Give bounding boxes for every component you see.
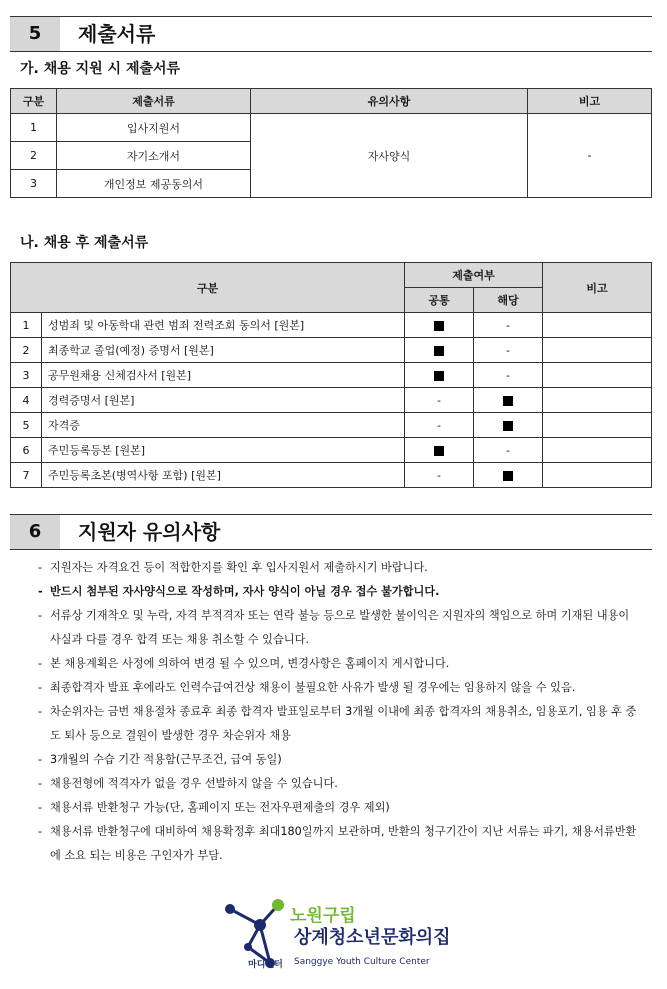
table-cell-common: - xyxy=(405,463,474,488)
table-cell-common: - xyxy=(405,413,474,438)
th-common: 공통 xyxy=(405,288,474,313)
list-item: - 차순위자는 금번 채용절차 종료후 최종 합격자 발표일로부터 3개월 이내에 최종 합격자의 채용취소, 임용포기, 임용 후 중도 퇴사 등으로 결원이 발생한 경우 차순위자 채용 xyxy=(38,700,638,748)
table-cell-no: 5 xyxy=(11,413,42,438)
logo-name: 상계청소년문화의집 xyxy=(294,927,451,948)
check-square-icon xyxy=(434,371,444,381)
table-cell-remark: - xyxy=(528,114,652,198)
table-post-hire-docs xyxy=(10,262,652,488)
subheading-b: 나. 채용 후 제출서류 xyxy=(20,235,149,251)
table-cell-note: 자사양식 xyxy=(251,114,528,198)
th-applicable: 해당 xyxy=(474,288,543,313)
check-square-icon xyxy=(434,346,444,356)
table-cell-doc: 성범죄 및 아동학대 관련 범죄 전력조회 동의서 [원본] xyxy=(42,313,405,338)
subheading-a: 가. 채용 지원 시 제출서류 xyxy=(20,61,181,77)
logo-english: Sanggye Youth Culture Center xyxy=(294,957,430,967)
table-cell-common xyxy=(405,338,474,363)
table-cell-remark xyxy=(543,413,652,438)
th-category: 구분 xyxy=(11,89,57,114)
table-cell-remark xyxy=(543,313,652,338)
table-cell-applicable: - xyxy=(474,338,543,363)
list-item: - 서류상 기재착오 및 누락, 자격 부적격자 또는 연락 불능 등으로 발생한 불이익은 지원자의 책임으로 하며 기재된 내용이 사실과 다를 경우 합격 또는 채용 취소할 수 있습니다. xyxy=(38,604,638,652)
check-square-icon xyxy=(434,321,444,331)
table-cell-remark xyxy=(543,388,652,413)
notes-list xyxy=(38,556,638,868)
table-cell-remark xyxy=(543,338,652,363)
list-item: - 최종합격자 발표 후에라도 인력수급여건상 채용이 불필요한 사유가 발생 될 경우에는 임용하지 않을 수 있음. xyxy=(38,676,638,700)
table-cell-doc: 경력증명서 [원본] xyxy=(42,388,405,413)
th-submit: 제출여부 xyxy=(405,263,543,288)
th-document: 제출서류 xyxy=(57,89,251,114)
list-item: - 본 채용계획은 사정에 의하여 변경 될 수 있으며, 변경사항은 홈페이지 게시합니다. xyxy=(38,652,638,676)
table-cell-doc: 주민등록등본 [원본] xyxy=(42,438,405,463)
table-cell-doc: 최종학교 졸업(예정) 증명서 [원본] xyxy=(42,338,405,363)
table-cell-no: 2 xyxy=(11,338,42,363)
table-cell-applicable xyxy=(474,463,543,488)
table-row xyxy=(11,388,652,413)
table-cell-applicable: - xyxy=(474,363,543,388)
section-number: 6 xyxy=(10,515,60,549)
table-row xyxy=(11,463,652,488)
list-item: - 채용서류 반환청구 가능(단, 홈페이지 또는 전자우편제출의 경우 제외) xyxy=(38,796,638,820)
table-cell-no: 1 xyxy=(11,313,42,338)
table-cell-no: 4 xyxy=(11,388,42,413)
section-title: 지원자 유의사항 xyxy=(78,520,221,544)
check-square-icon xyxy=(503,421,513,431)
th-remark: 비고 xyxy=(543,263,652,313)
table-application-docs xyxy=(10,88,652,198)
table-cell-no: 3 xyxy=(11,170,57,198)
list-item: - 지원자는 자격요건 등이 적합한지를 확인 후 입사지원서 제출하시기 바랍니다. xyxy=(38,556,638,580)
table-cell-common xyxy=(405,363,474,388)
table-cell-no: 6 xyxy=(11,438,42,463)
table-row xyxy=(11,338,652,363)
table-cell-remark xyxy=(543,438,652,463)
table-cell-doc: 자격증 xyxy=(42,413,405,438)
th-notes: 유의사항 xyxy=(251,89,528,114)
table-cell-no: 7 xyxy=(11,463,42,488)
section-number: 5 xyxy=(10,17,60,51)
table-cell-common xyxy=(405,313,474,338)
table-cell-doc: 입사지원서 xyxy=(57,114,251,142)
logo-top-text: 노원구립 xyxy=(290,906,356,926)
table-cell-applicable: - xyxy=(474,313,543,338)
table-cell-applicable xyxy=(474,388,543,413)
table-cell-doc: 주민등록초본(병역사항 포함) [원본] xyxy=(42,463,405,488)
list-item: - 채용전형에 적격자가 없을 경우 선발하지 않을 수 있습니다. xyxy=(38,772,638,796)
table-cell-applicable: - xyxy=(474,438,543,463)
list-item: - 채용서류 반환청구에 대비하여 채용확정후 최대180일까지 보관하며, 반환의 청구기간이 지난 서류는 파기, 채용서류반환에 소요 되는 비용은 구인자가 부담. xyxy=(38,820,638,868)
check-square-icon xyxy=(503,471,513,481)
section-6-header xyxy=(10,514,652,550)
check-square-icon xyxy=(434,446,444,456)
table-cell-doc: 공무원채용 신체검사서 [원본] xyxy=(42,363,405,388)
table-row xyxy=(11,413,652,438)
table-cell-doc: 개인정보 제공동의서 xyxy=(57,170,251,198)
table-cell-no: 1 xyxy=(11,114,57,142)
table-row xyxy=(11,313,652,338)
logo-tag: 마디센터 xyxy=(248,960,283,970)
table-cell-remark xyxy=(543,363,652,388)
center-logo xyxy=(220,895,460,975)
table-cell-applicable xyxy=(474,413,543,438)
check-square-icon xyxy=(503,396,513,406)
table-row xyxy=(11,438,652,463)
list-item: - 반드시 첨부된 자사양식으로 작성하며, 자사 양식이 아닐 경우 접수 불가합니다. xyxy=(38,580,638,604)
th-remark: 비고 xyxy=(528,89,652,114)
table-cell-no: 3 xyxy=(11,363,42,388)
table-cell-no: 2 xyxy=(11,142,57,170)
list-item: - 3개월의 수습 기간 적용함(근무조건, 급여 동일) xyxy=(38,748,638,772)
table-cell-doc: 자기소개서 xyxy=(57,142,251,170)
table-cell-common: - xyxy=(405,388,474,413)
table-cell-remark xyxy=(543,463,652,488)
section-title: 제출서류 xyxy=(78,22,156,46)
table-cell-common xyxy=(405,438,474,463)
th-category: 구분 xyxy=(11,263,405,313)
section-5-header xyxy=(10,16,652,52)
table-row xyxy=(11,363,652,388)
